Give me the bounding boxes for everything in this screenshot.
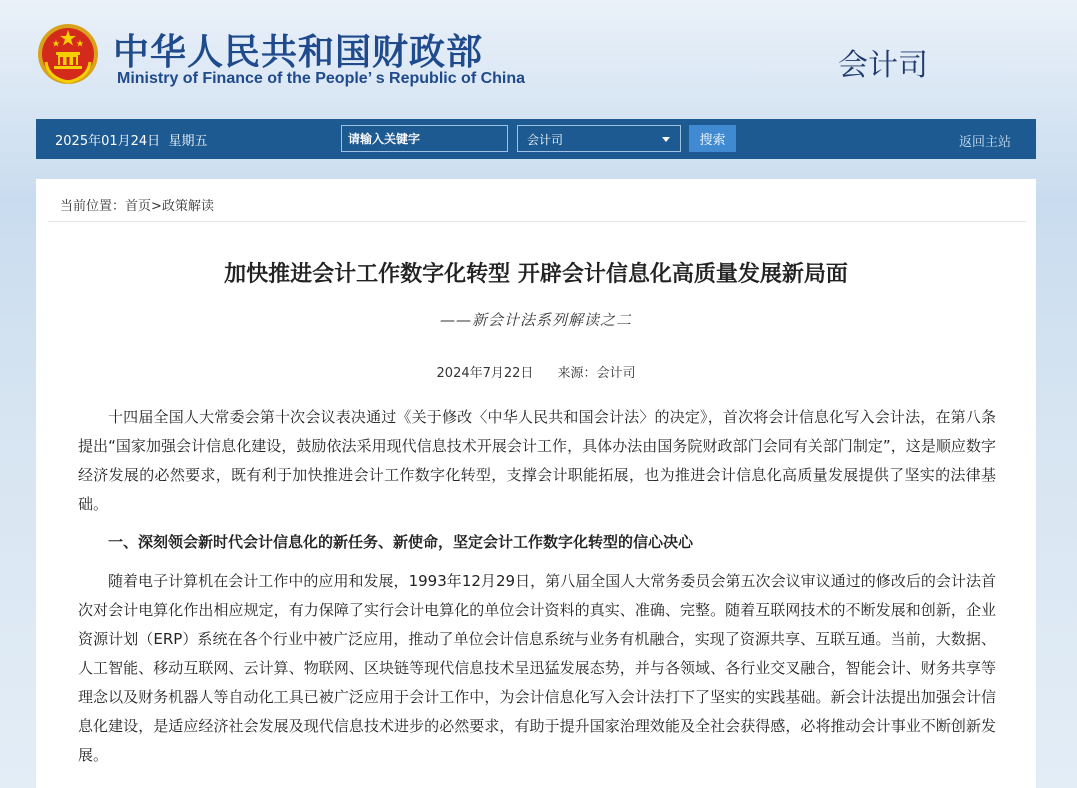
search-button[interactable]: 搜索 — [689, 125, 736, 152]
article-title: 加快推进会计工作数字化转型 开辟会计信息化高质量发展新局面 — [224, 262, 848, 287]
navigation-bar — [36, 119, 1036, 159]
breadcrumb-section-link[interactable]: 政策解读 — [161, 199, 214, 214]
site-header — [0, 0, 1077, 118]
breadcrumb — [60, 195, 214, 214]
department-name: 会计司 — [838, 48, 928, 83]
date-text: 2025年01月24日 — [55, 134, 161, 149]
current-date — [55, 130, 207, 149]
breadcrumb-prefix: 当前位置： — [60, 199, 126, 214]
breadcrumb-home-link[interactable]: 首页 — [125, 199, 152, 214]
section-heading: 一、深刻领会新时代会计信息化的新任务、新使命，坚定会计工作数字化转型的信心决心 — [108, 533, 694, 551]
divider — [48, 221, 1026, 222]
chevron-down-icon — [662, 137, 670, 142]
national-emblem-icon — [36, 22, 100, 86]
article-source: 来源：会计司 — [557, 366, 636, 381]
search-scope-select[interactable] — [517, 125, 681, 152]
return-home-link[interactable]: 返回主站 — [959, 135, 1012, 150]
site-title: 中华人民共和国财政部 — [113, 32, 484, 73]
search-input[interactable] — [341, 125, 508, 152]
weekday-text: 星期五 — [168, 134, 208, 149]
article-meta — [36, 362, 1036, 381]
site-title-english: Ministry of Finance of the People’ s Republic of China — [117, 70, 526, 87]
article-subtitle: ——新会计法系列解读之二 — [439, 311, 632, 329]
article-paragraph: 十四届全国人大常委会第十次会议表决通过《关于修改〈中华人民共和国会计法〉的决定》，首次将会计信息化写入会计法，在第八条提出“国家加强会计信息化建设，鼓励依法采用现代信息技术开展会计工作，具体办法由国务院财政部门会同有关部门制定”，这是顺应数字经济发展的必然要求，既有利于加快推进会计工作数字化转型，支撑会计职能拓展，也为推进会计信息化高质量发展提供了坚实的法律基础。 — [78, 408, 996, 513]
article-paragraph: 随着电子计算机在会计工作中的应用和发展，1993年12月29日，第八届全国人大常务委员会第五次会议审议通过的修改后的会计法首次对会计电算化作出相应规定，有力保障了实行会计电算化的单位会计资料的真实、准确、完整。随着互联网技术的不断发展和创新，企业资源计划（ERP）系统在各个行业中被广泛应用，推动了单位会计信息系统与业务有机融合，实现了资源共享、互联互通。当前，大数据、人工智能、移动互联网、云计算、物联网、区块链等现代信息技术呈迅猛发展态势，并与各领域、各行业交叉融合，智能会计、财务共享等理念以及财务机器人等自动化工具已被广泛应用于会计工作中，为会计信息化写入会计法打下了坚实的实践基础。新会计法提出加强会计信息化建设，是适应经济社会发展及现代信息技术进步的必然要求，有助于提升国家治理效能及全社会获得感，必将推动会计事业不断创新发展。 — [78, 572, 996, 764]
breadcrumb-separator: > — [151, 199, 162, 214]
search-scope-value: 会计司 — [527, 133, 564, 147]
article-body — [78, 403, 996, 776]
article-date: 2024年7月22日 — [436, 366, 534, 381]
article-panel — [36, 179, 1036, 788]
